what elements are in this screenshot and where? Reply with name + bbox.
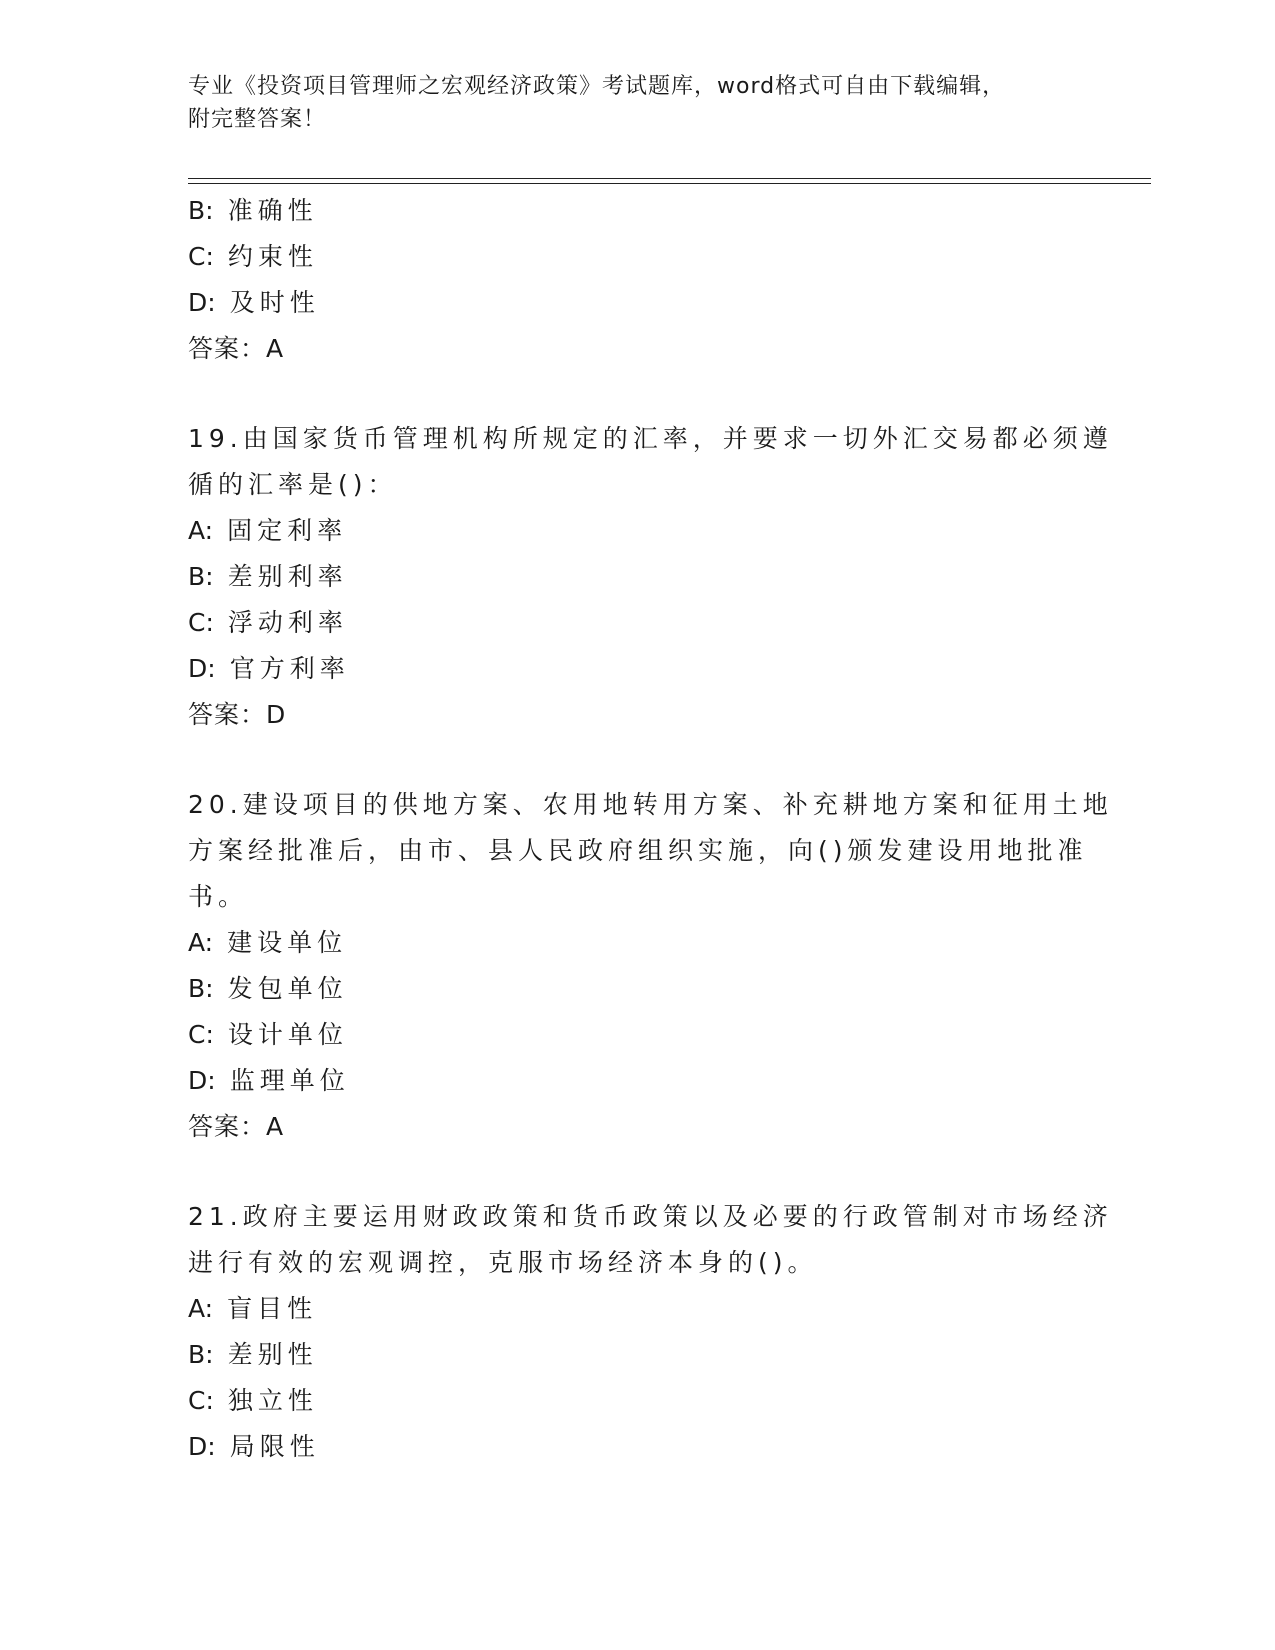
option-a bbox=[188, 920, 1088, 966]
question-stem-line: 书。 bbox=[188, 882, 249, 911]
question-stem-line: 进行有效的宏观调控，克服市场经济本身的()。 bbox=[188, 1248, 818, 1277]
question-19 bbox=[188, 416, 1113, 738]
option-b bbox=[188, 554, 1088, 600]
option-c bbox=[188, 1378, 1088, 1424]
answer-line: 答案：D bbox=[188, 700, 287, 729]
option-key: A: bbox=[188, 516, 214, 545]
option-d bbox=[188, 1424, 1088, 1470]
spacer bbox=[188, 372, 1088, 416]
option-key: D: bbox=[188, 1432, 216, 1461]
header-line-1: 专业《投资项目管理师之宏观经济政策》考试题库，word格式可自由下载编辑， bbox=[188, 74, 1006, 99]
option-text: 及时性 bbox=[229, 288, 320, 317]
option-key: C: bbox=[188, 1020, 214, 1049]
option-key: C: bbox=[188, 608, 214, 637]
option-text: 发包单位 bbox=[227, 974, 348, 1003]
option-a bbox=[188, 1286, 1088, 1332]
question-stem-line: 20.建设项目的供地方案、农用地转用方案、补充耕地方案和征用土地 bbox=[188, 790, 1113, 819]
option-text: 局限性 bbox=[229, 1432, 320, 1461]
option-key: B: bbox=[188, 196, 214, 225]
option-d bbox=[188, 280, 1088, 326]
question-stem-line: 21.政府主要运用财政政策和货币政策以及必要的行政管制对市场经济 bbox=[188, 1202, 1113, 1231]
option-key: C: bbox=[188, 242, 214, 271]
spacer bbox=[188, 738, 1088, 782]
question-20 bbox=[188, 782, 1113, 1150]
option-c bbox=[188, 1012, 1088, 1058]
option-text: 浮动利率 bbox=[227, 608, 348, 637]
option-key: B: bbox=[188, 1340, 214, 1369]
option-key: B: bbox=[188, 562, 214, 591]
answer-line: 答案：A bbox=[188, 1112, 285, 1141]
option-text: 官方利率 bbox=[229, 654, 350, 683]
option-b bbox=[188, 966, 1088, 1012]
option-text: 盲目性 bbox=[227, 1294, 318, 1323]
question-21 bbox=[188, 1194, 1113, 1470]
option-key: D: bbox=[188, 1066, 216, 1095]
question-stem-line: 方案经批准后，由市、县人民政府组织实施，向()颁发建设用地批准 bbox=[188, 836, 1088, 865]
option-d bbox=[188, 1058, 1088, 1104]
option-b bbox=[188, 1332, 1088, 1378]
header-divider-top bbox=[188, 178, 1151, 179]
option-key: C: bbox=[188, 1386, 214, 1415]
document-body bbox=[188, 188, 1113, 1470]
option-key: D: bbox=[188, 654, 216, 683]
option-key: D: bbox=[188, 288, 216, 317]
question-stem-line: 循的汇率是()： bbox=[188, 470, 398, 499]
option-b bbox=[188, 188, 1088, 234]
option-text: 差别性 bbox=[227, 1340, 318, 1369]
option-c bbox=[188, 600, 1088, 646]
document-header bbox=[188, 70, 1088, 136]
option-text: 差别利率 bbox=[227, 562, 348, 591]
option-text: 建设单位 bbox=[227, 928, 348, 957]
question-18-tail bbox=[188, 188, 1088, 372]
option-text: 约束性 bbox=[227, 242, 318, 271]
answer-line: 答案：A bbox=[188, 334, 285, 363]
option-text: 设计单位 bbox=[227, 1020, 348, 1049]
spacer bbox=[188, 1150, 1088, 1194]
header-line-2: 附完整答案！ bbox=[188, 107, 327, 132]
option-text: 监理单位 bbox=[229, 1066, 350, 1095]
option-key: B: bbox=[188, 974, 214, 1003]
option-key: A: bbox=[188, 1294, 214, 1323]
option-text: 独立性 bbox=[227, 1386, 318, 1415]
option-text: 固定利率 bbox=[227, 516, 348, 545]
option-a bbox=[188, 508, 1088, 554]
option-text: 准确性 bbox=[227, 196, 318, 225]
option-key: A: bbox=[188, 928, 214, 957]
option-d bbox=[188, 646, 1088, 692]
option-c bbox=[188, 234, 1088, 280]
header-divider-bottom bbox=[188, 183, 1151, 184]
question-stem-line: 19.由国家货币管理机构所规定的汇率，并要求一切外汇交易都必须遵 bbox=[188, 424, 1113, 453]
